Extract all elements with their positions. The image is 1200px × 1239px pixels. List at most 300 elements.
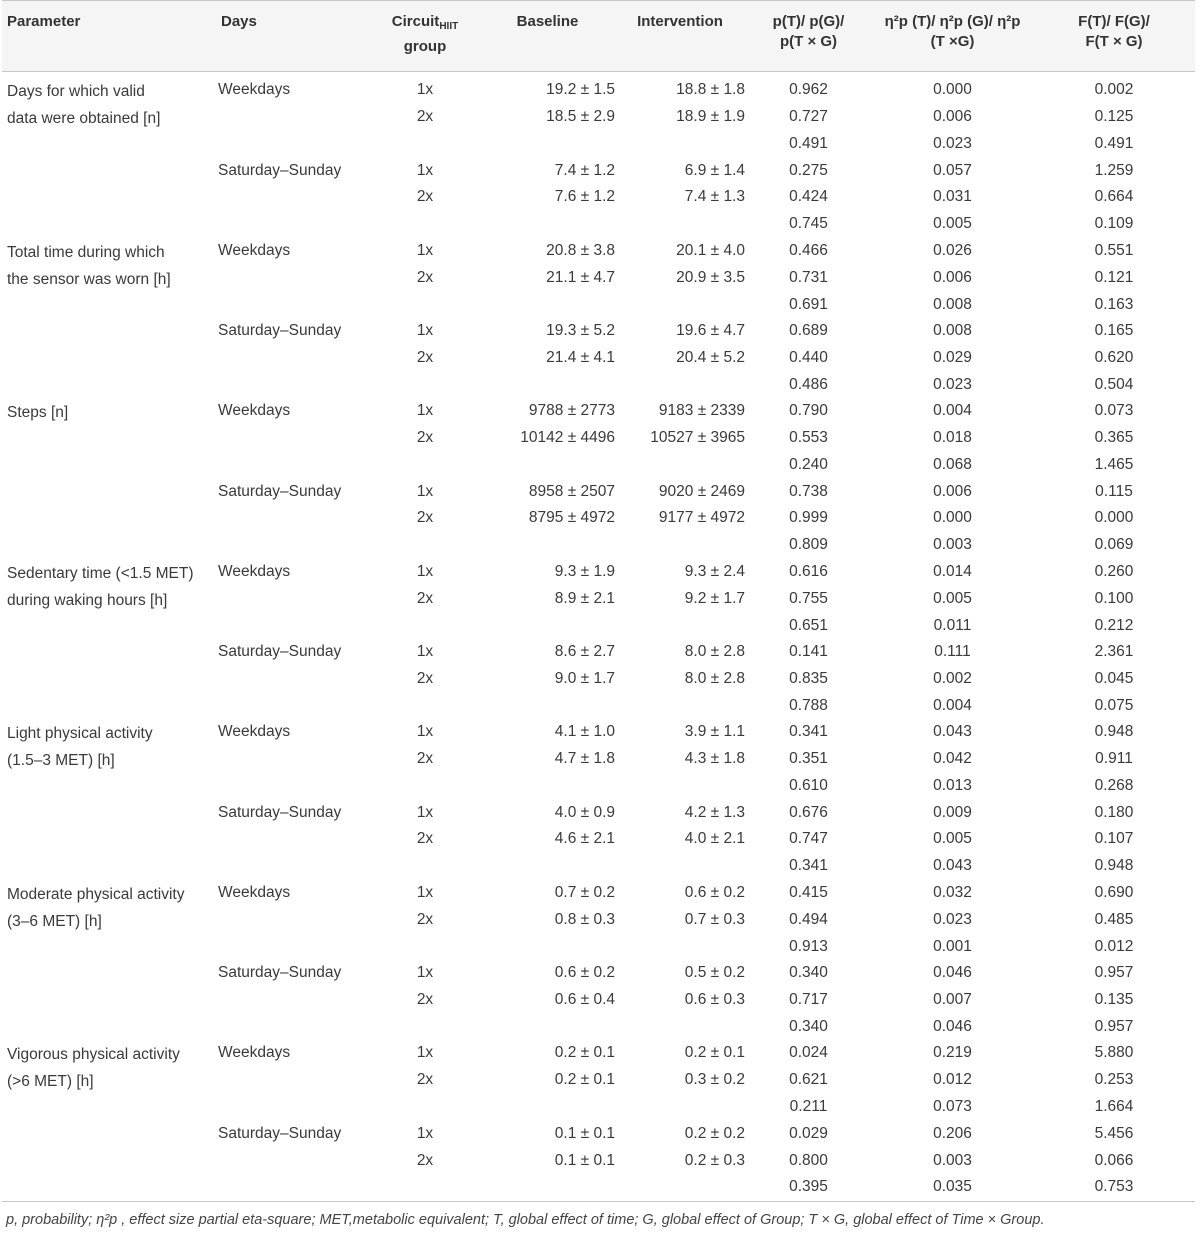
cell-p: 0.755 xyxy=(789,589,828,607)
cell-baseline: 0.6 ± 0.2 xyxy=(554,964,615,982)
cell-p: 0.029 xyxy=(789,1125,828,1143)
cell-intervention xyxy=(615,854,745,881)
cell-baseline: 20.8 ± 3.8 xyxy=(546,241,615,259)
table-body xyxy=(2,72,1195,1203)
cell-group: 1x xyxy=(416,1125,434,1143)
cell-eta: 0.004 xyxy=(933,402,972,420)
header-p-values xyxy=(745,1,872,72)
table-row xyxy=(2,185,1195,212)
cell-f: 0.620 xyxy=(1094,348,1134,366)
cell-parameter xyxy=(2,640,218,667)
cell-intervention: 20.9 ± 3.5 xyxy=(676,268,745,286)
cell-f: 0.066 xyxy=(1094,1151,1134,1169)
cell-baseline: 10142 ± 4496 xyxy=(520,429,615,447)
cell-days: Saturday–Sunday xyxy=(218,161,342,179)
cell-f: 0.135 xyxy=(1094,991,1134,1009)
cell-baseline: 0.8 ± 0.3 xyxy=(554,910,615,928)
cell-eta: 0.003 xyxy=(933,1151,972,1169)
cell-days: Weekdays xyxy=(218,1044,291,1062)
cell-days xyxy=(218,1095,370,1122)
cell-baseline: 21.1 ± 4.7 xyxy=(546,268,615,286)
cell-parameter xyxy=(2,533,218,560)
header-parameter: Parameter xyxy=(7,13,81,30)
cell-f: 0.045 xyxy=(1094,669,1134,687)
table-row xyxy=(2,961,1195,988)
cell-f: 0.100 xyxy=(1094,589,1134,607)
cell-group xyxy=(370,533,480,560)
cell-baseline: 4.0 ± 0.9 xyxy=(554,803,615,821)
header-eta-line1: η²p (T)/ η²p (G)/ η²p xyxy=(884,13,1021,30)
cell-intervention: 9020 ± 2469 xyxy=(658,482,745,500)
cell-intervention: 0.2 ± 0.1 xyxy=(684,1044,745,1062)
cell-group xyxy=(370,373,480,400)
cell-group: 1x xyxy=(416,161,434,179)
cell-p: 0.676 xyxy=(789,803,828,821)
cell-f: 0.180 xyxy=(1094,803,1134,821)
cell-parameter: Light physical activity xyxy=(7,725,153,743)
cell-intervention: 9183 ± 2339 xyxy=(658,402,745,420)
cell-days: Weekdays xyxy=(218,402,291,420)
cell-intervention xyxy=(615,694,745,721)
cell-days xyxy=(218,212,370,239)
cell-days xyxy=(218,614,370,641)
cell-f: 0.491 xyxy=(1094,135,1134,152)
cell-eta: 0.013 xyxy=(933,777,972,795)
table-row xyxy=(2,694,1195,721)
table-row xyxy=(2,1015,1195,1042)
cell-group: 2x xyxy=(416,429,434,447)
cell-group: 1x xyxy=(416,723,434,741)
cell-baseline: 7.6 ± 1.2 xyxy=(554,188,615,206)
cell-eta: 0.023 xyxy=(933,375,972,393)
cell-days xyxy=(218,1015,370,1042)
table-row xyxy=(2,774,1195,801)
header-circuit-sub: HIIT xyxy=(439,21,459,32)
cell-f: 2.361 xyxy=(1094,643,1134,661)
header-f-line2: F(T × G) xyxy=(1085,33,1143,50)
cell-f: 0.000 xyxy=(1094,509,1134,527)
cell-baseline: 0.7 ± 0.2 xyxy=(554,883,615,901)
cell-baseline xyxy=(480,373,615,400)
cell-p: 0.621 xyxy=(789,1071,828,1089)
cell-baseline xyxy=(480,1175,615,1202)
cell-parameter xyxy=(2,373,218,400)
table-row xyxy=(2,587,1195,614)
cell-f: 0.365 xyxy=(1094,429,1134,447)
cell-eta: 0.219 xyxy=(933,1044,972,1062)
cell-p: 0.275 xyxy=(789,161,828,179)
table-row xyxy=(2,935,1195,962)
cell-group xyxy=(370,935,480,962)
cell-p: 0.211 xyxy=(789,1098,828,1116)
cell-intervention: 9.3 ± 2.4 xyxy=(684,562,745,580)
cell-eta: 0.006 xyxy=(933,108,972,125)
cell-intervention: 0.2 ± 0.2 xyxy=(684,1125,745,1143)
cell-eta: 0.003 xyxy=(933,535,972,553)
cell-p: 0.616 xyxy=(789,562,828,580)
cell-f: 0.664 xyxy=(1094,188,1134,206)
cell-days xyxy=(218,667,370,694)
cell-intervention: 4.0 ± 2.1 xyxy=(684,830,745,848)
cell-intervention xyxy=(615,453,745,480)
cell-parameter xyxy=(2,801,218,828)
cell-baseline: 9.0 ± 1.7 xyxy=(554,669,615,687)
cell-days: Saturday–Sunday xyxy=(218,482,342,500)
cell-eta: 0.046 xyxy=(933,964,972,982)
cell-parameter xyxy=(2,159,218,186)
cell-baseline xyxy=(480,1015,615,1042)
cell-days xyxy=(218,266,370,293)
cell-f: 0.109 xyxy=(1094,214,1134,232)
results-table xyxy=(2,0,1195,1202)
cell-eta: 0.068 xyxy=(933,455,972,473)
cell-days: Weekdays xyxy=(218,562,291,580)
cell-parameter xyxy=(2,1149,218,1176)
cell-p: 0.486 xyxy=(789,375,828,393)
cell-intervention: 4.2 ± 1.3 xyxy=(684,803,745,821)
cell-group: 2x xyxy=(416,268,434,286)
cell-p: 0.731 xyxy=(789,268,828,286)
cell-f: 0.911 xyxy=(1095,750,1133,768)
cell-parameter xyxy=(2,319,218,346)
cell-f: 5.456 xyxy=(1094,1125,1134,1143)
table-row xyxy=(2,266,1195,293)
cell-group: 2x xyxy=(416,509,434,527)
table-row xyxy=(2,908,1195,935)
table-header xyxy=(2,1,1195,72)
cell-intervention xyxy=(615,774,745,801)
cell-days xyxy=(218,346,370,373)
cell-intervention: 7.4 ± 1.3 xyxy=(684,188,745,206)
table-row xyxy=(2,453,1195,480)
cell-group: 1x xyxy=(416,964,434,982)
cell-intervention: 19.6 ± 4.7 xyxy=(676,322,745,340)
table-bottom-rule xyxy=(2,1201,1195,1202)
cell-intervention: 0.7 ± 0.3 xyxy=(684,910,745,928)
cell-days xyxy=(218,185,370,212)
cell-p: 0.141 xyxy=(789,643,828,661)
cell-eta: 0.009 xyxy=(933,803,972,821)
cell-baseline xyxy=(480,854,615,881)
cell-days xyxy=(218,1175,370,1202)
cell-intervention: 0.6 ± 0.2 xyxy=(684,883,745,901)
table-row xyxy=(2,533,1195,560)
table-row xyxy=(2,346,1195,373)
cell-group: 2x xyxy=(416,750,434,768)
cell-days xyxy=(218,988,370,1015)
cell-group: 2x xyxy=(416,1151,434,1169)
cell-eta: 0.008 xyxy=(933,295,972,313)
cell-p: 0.440 xyxy=(789,348,828,366)
cell-p: 0.691 xyxy=(789,295,828,313)
cell-intervention xyxy=(615,1095,745,1122)
cell-p: 0.745 xyxy=(789,214,828,232)
cell-group: 2x xyxy=(416,910,434,928)
cell-p: 0.610 xyxy=(789,777,828,795)
cell-intervention: 6.9 ± 1.4 xyxy=(684,161,745,179)
table-row xyxy=(2,319,1195,346)
table-row xyxy=(2,720,1195,747)
cell-group xyxy=(370,212,480,239)
cell-parameter: Sedentary time (<1.5 MET) xyxy=(7,564,194,582)
table-row xyxy=(2,72,1195,106)
cell-group: 1x xyxy=(416,81,434,98)
cell-intervention xyxy=(615,614,745,641)
cell-days xyxy=(218,774,370,801)
header-circuit-main: Circuit xyxy=(391,13,440,30)
cell-parameter xyxy=(2,480,218,507)
cell-intervention xyxy=(615,212,745,239)
cell-f: 0.073 xyxy=(1094,402,1134,420)
table-row xyxy=(2,988,1195,1015)
cell-parameter xyxy=(2,667,218,694)
cell-days xyxy=(218,694,370,721)
cell-p: 0.341 xyxy=(789,723,828,741)
cell-group: 1x xyxy=(416,562,434,580)
header-intervention: Intervention xyxy=(637,13,723,30)
cell-intervention: 20.1 ± 4.0 xyxy=(676,241,745,259)
cell-eta: 0.011 xyxy=(933,616,972,634)
cell-parameter xyxy=(2,132,218,159)
cell-eta: 0.073 xyxy=(933,1098,972,1116)
cell-eta: 0.007 xyxy=(933,991,972,1009)
cell-f: 0.165 xyxy=(1094,322,1134,340)
cell-days xyxy=(218,105,370,132)
cell-intervention xyxy=(615,293,745,320)
header-circuit-group xyxy=(370,1,480,72)
table-row xyxy=(2,480,1195,507)
cell-days: Saturday–Sunday xyxy=(218,803,342,821)
cell-baseline xyxy=(480,293,615,320)
cell-group: 2x xyxy=(416,830,434,848)
header-p-line2: p(T × G) xyxy=(779,33,838,50)
cell-p: 0.340 xyxy=(789,1017,828,1035)
cell-parameter: Steps [n] xyxy=(7,404,69,422)
cell-eta: 0.043 xyxy=(933,723,972,741)
cell-parameter: Days for which valid xyxy=(7,83,145,100)
table-row xyxy=(2,1068,1195,1095)
cell-intervention: 9177 ± 4972 xyxy=(658,509,745,527)
cell-f: 0.075 xyxy=(1094,696,1134,714)
cell-f: 0.253 xyxy=(1094,1071,1134,1089)
cell-days xyxy=(218,747,370,774)
cell-p: 0.689 xyxy=(789,322,828,340)
cell-f: 0.107 xyxy=(1094,830,1134,848)
table-row xyxy=(2,1149,1195,1176)
cell-parameter xyxy=(2,935,218,962)
cell-parameter xyxy=(2,185,218,212)
cell-p: 0.738 xyxy=(789,482,828,500)
cell-group: 2x xyxy=(416,348,434,366)
cell-baseline: 19.2 ± 1.5 xyxy=(546,81,615,98)
cell-f: 0.753 xyxy=(1094,1178,1134,1196)
table-row xyxy=(2,614,1195,641)
cell-intervention: 8.0 ± 2.8 xyxy=(684,669,745,687)
cell-days xyxy=(218,908,370,935)
header-f-line1: F(T)/ F(G)/ xyxy=(1078,13,1150,30)
cell-eta: 0.031 xyxy=(933,188,972,206)
cell-baseline: 7.4 ± 1.2 xyxy=(554,161,615,179)
cell-days xyxy=(218,1068,370,1095)
table-row xyxy=(2,640,1195,667)
cell-p: 0.717 xyxy=(789,991,828,1009)
cell-p: 0.553 xyxy=(789,429,828,447)
cell-eta: 0.111 xyxy=(934,643,971,661)
cell-group xyxy=(370,694,480,721)
table-row xyxy=(2,854,1195,881)
cell-eta: 0.206 xyxy=(933,1125,972,1143)
table-row xyxy=(2,132,1195,159)
cell-parameter xyxy=(2,988,218,1015)
cell-f: 0.690 xyxy=(1094,883,1134,901)
cell-eta: 0.002 xyxy=(933,669,972,687)
cell-group: 1x xyxy=(416,322,434,340)
cell-baseline: 9.3 ± 1.9 xyxy=(554,562,615,580)
cell-eta: 0.012 xyxy=(933,1071,972,1089)
cell-group xyxy=(370,132,480,159)
cell-days xyxy=(218,1149,370,1176)
cell-intervention: 9.2 ± 1.7 xyxy=(684,589,745,607)
cell-parameter xyxy=(2,694,218,721)
cell-p: 0.415 xyxy=(789,883,828,901)
cell-baseline: 0.6 ± 0.4 xyxy=(554,991,615,1009)
cell-parameter: Total time during which xyxy=(7,243,165,261)
cell-baseline xyxy=(480,694,615,721)
cell-f: 0.957 xyxy=(1094,964,1134,982)
cell-eta: 0.057 xyxy=(933,161,972,179)
cell-days: Weekdays xyxy=(218,723,291,741)
header-f-values xyxy=(1033,1,1195,72)
table-row xyxy=(2,827,1195,854)
cell-baseline xyxy=(480,614,615,641)
header-eta-line2: (T ×G) xyxy=(930,33,975,50)
cell-baseline xyxy=(480,212,615,239)
table-row xyxy=(2,560,1195,587)
cell-intervention: 10527 ± 3965 xyxy=(650,429,745,447)
cell-f: 0.485 xyxy=(1094,910,1134,928)
cell-parameter xyxy=(2,1015,218,1042)
cell-f: 1.664 xyxy=(1094,1098,1134,1116)
cell-days xyxy=(218,132,370,159)
cell-days xyxy=(218,533,370,560)
cell-f: 0.504 xyxy=(1094,375,1134,393)
cell-parameter: (3–6 MET) [h] xyxy=(7,912,102,930)
cell-baseline: 0.1 ± 0.1 xyxy=(554,1151,615,1169)
cell-f: 0.948 xyxy=(1094,723,1134,741)
cell-p: 0.790 xyxy=(789,402,828,420)
table-row xyxy=(2,801,1195,828)
cell-eta: 0.046 xyxy=(933,1017,972,1035)
cell-f: 0.069 xyxy=(1094,535,1134,553)
cell-parameter xyxy=(2,854,218,881)
cell-eta: 0.029 xyxy=(933,348,972,366)
table-row xyxy=(2,1041,1195,1068)
cell-days xyxy=(218,587,370,614)
cell-baseline: 4.6 ± 2.1 xyxy=(554,830,615,848)
cell-group xyxy=(370,774,480,801)
cell-f: 0.002 xyxy=(1094,81,1134,98)
cell-group xyxy=(370,854,480,881)
cell-eta: 0.014 xyxy=(933,562,972,580)
cell-group: 1x xyxy=(416,482,434,500)
cell-baseline: 8958 ± 2507 xyxy=(528,482,615,500)
cell-p: 0.491 xyxy=(789,135,828,152)
cell-parameter xyxy=(2,453,218,480)
cell-parameter xyxy=(2,293,218,320)
cell-group: 2x xyxy=(416,188,434,206)
cell-intervention xyxy=(615,373,745,400)
cell-parameter xyxy=(2,1122,218,1149)
table-row xyxy=(2,239,1195,266)
cell-eta: 0.005 xyxy=(933,830,972,848)
cell-eta: 0.032 xyxy=(933,883,972,901)
table-row xyxy=(2,1122,1195,1149)
cell-baseline: 0.2 ± 0.1 xyxy=(554,1071,615,1089)
cell-eta: 0.035 xyxy=(933,1178,972,1196)
cell-intervention xyxy=(615,935,745,962)
cell-intervention xyxy=(615,1175,745,1202)
table-row xyxy=(2,506,1195,533)
cell-p: 0.341 xyxy=(789,857,828,875)
cell-p: 0.835 xyxy=(789,669,828,687)
cell-group xyxy=(370,453,480,480)
cell-days: Saturday–Sunday xyxy=(218,322,342,340)
cell-p: 0.727 xyxy=(789,108,828,125)
cell-group: 2x xyxy=(416,108,434,125)
cell-parameter xyxy=(2,827,218,854)
cell-group: 1x xyxy=(416,402,434,420)
cell-eta: 0.006 xyxy=(933,268,972,286)
cell-eta: 0.026 xyxy=(933,241,972,259)
cell-f: 1.465 xyxy=(1094,455,1134,473)
cell-days: Weekdays xyxy=(218,81,291,98)
header-p-line1: p(T)/ p(G)/ xyxy=(772,13,845,30)
cell-baseline: 18.5 ± 2.9 xyxy=(546,108,615,125)
table-row xyxy=(2,667,1195,694)
cell-p: 0.494 xyxy=(789,910,828,928)
cell-baseline xyxy=(480,453,615,480)
cell-parameter xyxy=(2,961,218,988)
cell-eta: 0.018 xyxy=(933,429,972,447)
cell-intervention: 0.2 ± 0.3 xyxy=(684,1151,745,1169)
cell-days xyxy=(218,293,370,320)
cell-days: Saturday–Sunday xyxy=(218,643,342,661)
cell-eta: 0.004 xyxy=(933,696,972,714)
cell-eta: 0.005 xyxy=(933,589,972,607)
cell-baseline xyxy=(480,1095,615,1122)
cell-parameter: during waking hours [h] xyxy=(7,591,168,609)
cell-baseline: 0.1 ± 0.1 xyxy=(554,1125,615,1143)
cell-p: 0.340 xyxy=(789,964,828,982)
cell-days xyxy=(218,426,370,453)
cell-group: 1x xyxy=(416,643,434,661)
cell-p: 0.466 xyxy=(789,241,828,259)
cell-parameter xyxy=(2,1095,218,1122)
cell-baseline xyxy=(480,774,615,801)
cell-baseline: 8795 ± 4972 xyxy=(528,509,615,527)
table-row xyxy=(2,747,1195,774)
cell-p: 0.809 xyxy=(789,535,828,553)
header-circuit-group-label: group xyxy=(403,38,447,55)
cell-group: 1x xyxy=(416,883,434,901)
cell-baseline xyxy=(480,533,615,560)
table-row xyxy=(2,399,1195,426)
cell-group xyxy=(370,1015,480,1042)
cell-intervention: 0.6 ± 0.3 xyxy=(684,991,745,1009)
cell-days: Saturday–Sunday xyxy=(218,964,342,982)
cell-intervention: 20.4 ± 5.2 xyxy=(676,348,745,366)
cell-group xyxy=(370,614,480,641)
